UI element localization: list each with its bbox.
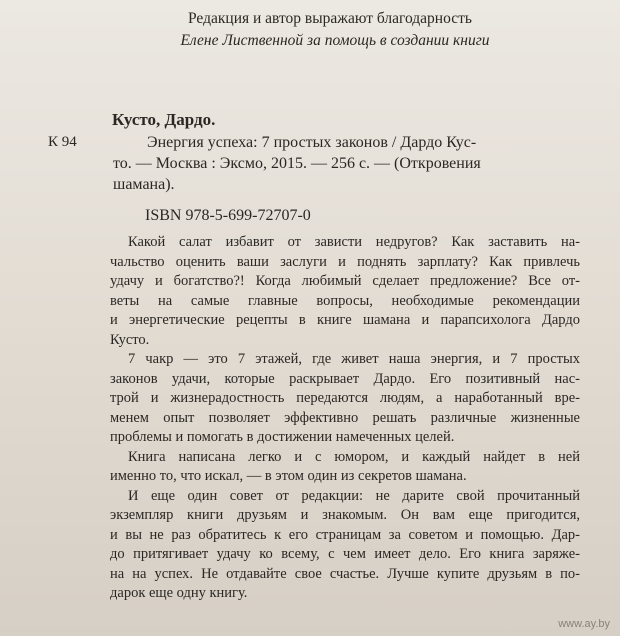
abstract-line: менем опыт позволяет эффективно решать различные жизненные — [110, 409, 580, 426]
catalog-author: Кусто, Дардо. — [112, 110, 216, 129]
abstract-line: проблемы и помогать в достижении намеченных целей. — [110, 429, 455, 445]
abstract-line: Кусто. — [110, 331, 150, 348]
abstract-line: именно то, что искал, — в этом один из секретов шамана. — [110, 468, 467, 484]
catalog-entry — [113, 132, 568, 195]
abstract-line: до притягивает удачу ко всему, с чем имеет дело. Его книга заряже- — [110, 546, 580, 562]
catalog-entry-line-2: то. — Москва : Эксмо, 2015. — 256 с. — (Откровения — [113, 155, 481, 172]
abstract-line: и энергетические рецепты в книге шамана и парапсихолога Дардо — [110, 312, 580, 328]
abstract-line: Какой салат избавит от зависти недругов? Как заставить на- — [128, 234, 580, 250]
abstract — [110, 233, 580, 604]
abstract-line: трой и жизнерадостность передаются людям, а наработанный вре- — [110, 390, 580, 406]
catalog-code: К 94 — [48, 134, 77, 150]
abstract-line: законов удачи, которые раскрывает Дардо. Его позитивный нас- — [110, 370, 580, 387]
abstract-line: чальство оценить ваши заслуги и поднять зарплату? Как привлечь — [110, 253, 580, 270]
acknowledgement-line-2: Елене Лиственной за помощь в создании книги — [180, 32, 490, 49]
acknowledgement — [0, 8, 620, 52]
isbn: ISBN 978-5-699-72707-0 — [145, 207, 311, 224]
abstract-line: И еще один совет от редакции: не дарите свой прочитанный — [128, 487, 580, 504]
catalog-entry-line-3: шамана). — [113, 176, 175, 193]
abstract-line: 7 чакр — это 7 этажей, где живет наша энергия, и 7 простых — [128, 351, 580, 367]
abstract-line: дарок еще одну книгу. — [110, 585, 248, 601]
abstract-line: и вы не раз обратитесь к его страницам за советом и помощью. Дар- — [110, 526, 580, 543]
watermark: www.ay.by — [558, 618, 610, 630]
abstract-line: удачу и богатство?! Когда любимый сделает предложение? Все от- — [110, 273, 580, 289]
abstract-line: экземпляр книги друзьям и знакомым. Он вам еще пригодится, — [110, 507, 580, 523]
acknowledgement-line-1: Редакция и автор выражают благодарность — [188, 10, 472, 27]
abstract-line: Книга написана легко и с юмором, и каждый найдет в ней — [128, 448, 580, 465]
abstract-line: на на успех. Не отдавайте свое счастье. Лучше купите друзьям в по- — [110, 565, 580, 582]
catalog-entry-line-1: Энергия успеха: 7 простых законов / Дардо Кус- — [147, 134, 477, 151]
abstract-line: веты на самые главные вопросы, необходимые рекомендации — [110, 292, 580, 309]
